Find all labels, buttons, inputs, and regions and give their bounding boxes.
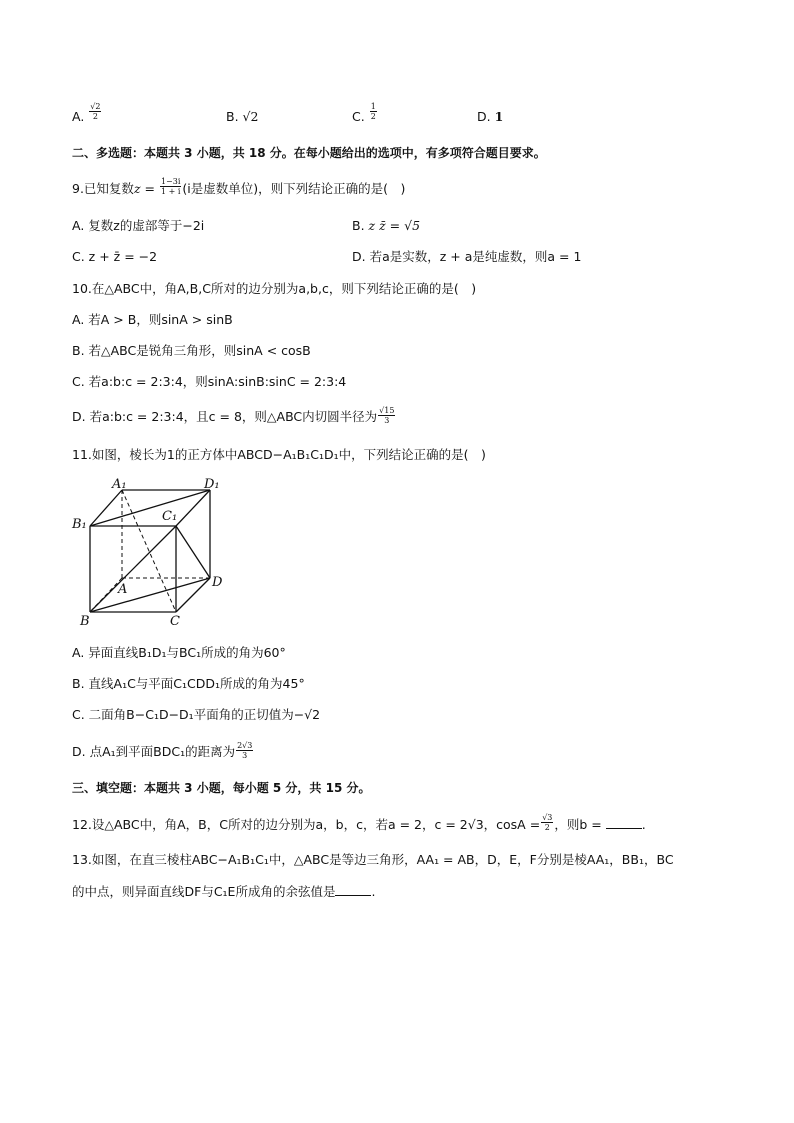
q12-stem: 12.设△ABC中，角A，B，C所对的边分别为a，b，c，若a = 2，c = 2√3，cosA = $\frac{√3}{2}$ ，则b = . — [72, 813, 646, 832]
q8-option-b: B. √2 — [226, 109, 259, 124]
label-A1: A₁ — [112, 478, 127, 492]
q10-option-c: C. 若a:b:c = 2:3:4，则sinA:sinB:sinC = 2:3:4 — [72, 374, 347, 389]
section-2-heading: 二、多选题：本题共 3 小题，共 18 分。在每小题给出的选项中，有多项符合题目要求。 — [72, 146, 546, 160]
label-A: A — [118, 582, 128, 597]
edge-C1-D — [176, 526, 210, 578]
q9-fraction: $\frac{1-3i}{1 + i}$ — [160, 177, 181, 196]
label-C: C — [170, 614, 180, 628]
q12-fraction: $\frac{√3}{2}$ — [542, 813, 553, 832]
q8-c-fraction: $\frac{1}{2}$ — [370, 102, 376, 121]
edge-B-D — [90, 578, 210, 612]
q10-option-d: D. 若a:b:c = 2:3:4，且c = 8，则△ABC内切圆半径为 $\frac{√15}{3}$ — [72, 406, 395, 425]
q9-option-d: D. 若a是实数，z + a是纯虚数，则a = 1 — [352, 249, 582, 264]
q11-d-fraction: $\frac{2√3}{3}$ — [237, 741, 253, 760]
label-D: D — [212, 575, 223, 590]
q13-line-1: 13.如图，在直三棱柱ABC−A₁B₁C₁中，△ABC是等边三角形，AA₁ = AB，D，E，F分别是棱AA₁，BB₁，BC — [72, 852, 674, 867]
q8-option-a: A. $\frac{√2}{2}$ — [72, 102, 101, 124]
q8-a-fraction: $\frac{√2}{2}$ — [90, 102, 101, 121]
q11-cube-figure — [70, 478, 230, 628]
q9-option-c: C. z + z̄ = −2 — [72, 249, 158, 264]
q9-option-a: A. 复数z的虚部等于−2i — [72, 218, 205, 233]
q11-option-b: B. 直线A₁C与平面C₁CDD₁所成的角为45° — [72, 676, 305, 691]
q9-stem: 9.已知复数z = $\frac{1-3i}{1 + i}$ (i是虚数单位)，则下列结论正确的是( ) — [72, 177, 406, 196]
q11-option-d: D. 点A₁到平面BDC₁的距离为 $\frac{2√3}{3}$ — [72, 741, 253, 760]
edge-B-C1 — [90, 526, 176, 612]
q13-line-2: 的中点，则异面直线DF与C₁E所成角的余弦值是 . — [72, 884, 376, 899]
label-D1: D₁ — [204, 478, 220, 492]
q10-d-fraction: $\frac{√15}{3}$ — [379, 406, 395, 425]
q9-option-b: B. z z̄ = √5 — [352, 218, 421, 233]
q10-stem: 10.在△ABC中，角A,B,C所对的边分别为a,b,c，则下列结论正确的是( ) — [72, 281, 477, 296]
q10-option-a: A. 若A > B，则sinA > sinB — [72, 312, 233, 327]
q11-option-c: C. 二面角B−C₁D−D₁平面角的正切值为−√2 — [72, 707, 321, 722]
q11-option-a: A. 异面直线B₁D₁与BC₁所成的角为60° — [72, 645, 286, 660]
q12-answer-blank[interactable] — [606, 816, 642, 829]
label-B1: B₁ — [72, 517, 87, 532]
q10-option-b: B. 若△ABC是锐角三角形，则sinA < cosB — [72, 343, 311, 358]
q8-option-d: D. 1 — [477, 109, 504, 124]
section-3-heading: 三、填空题：本题共 3 小题，每小题 5 分，共 15 分。 — [72, 781, 371, 795]
q13-answer-blank[interactable] — [335, 883, 371, 896]
q11-stem: 11.如图，棱长为1的正方体中ABCD−A₁B₁C₁D₁中，下列结论正确的是( ) — [72, 447, 486, 462]
q8-option-c: C. $\frac{1}{2}$ — [352, 102, 376, 124]
label-B: B — [80, 614, 90, 628]
label-C1: C₁ — [162, 509, 178, 524]
edge-B1-D1 — [90, 490, 210, 526]
